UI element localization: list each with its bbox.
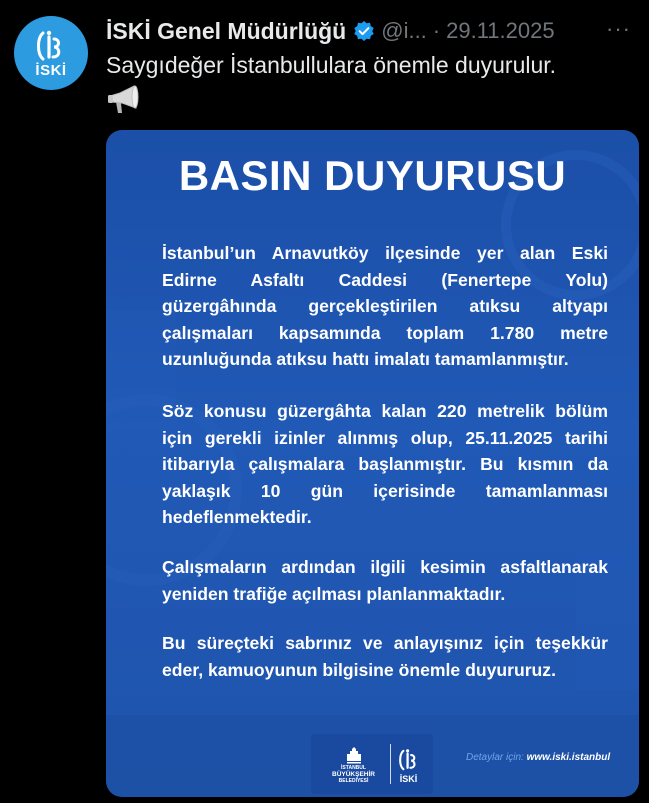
poster-paragraph-3: Çalışmaların ardından ilgili kesimin asfaltlanarak yeniden trafiğe açılması planlanmaktadır.: [162, 557, 608, 604]
logo-divider: [390, 744, 391, 784]
tweet-header: [106, 14, 639, 48]
details-url: www.iski.istanbul: [526, 752, 611, 763]
iski-logo-text: İSKİ: [399, 773, 418, 784]
account-name[interactable]: İSKİ Genel Müdürlüğü: [106, 17, 347, 44]
post-date[interactable]: 29.11.2025: [446, 18, 555, 43]
tweet-text: Saygıdeğer İstanbullulara önemle duyurulur.: [106, 52, 557, 78]
ibb-bottom-text: BELEDİYESİ: [338, 777, 369, 784]
ibb-emblem-icon: [344, 745, 364, 765]
details-label: Detaylar için:: [466, 752, 524, 763]
iski-logo-icon: [34, 29, 68, 63]
separator-dot: ·: [432, 18, 441, 43]
ibb-main-text: BÜYÜKŞEHİR: [332, 770, 375, 778]
poster-title: BASIN DUYURUSU: [178, 152, 567, 199]
iski-logo-icon: [397, 745, 421, 775]
account-handle[interactable]: @i...: [381, 18, 427, 43]
details-line: [466, 752, 610, 763]
ibb-top-text: İSTANBUL: [341, 764, 366, 771]
poster-paragraph-4: Bu süreçteki sabrınız ve anlayışınız için teşekkür eder, kamuoyunun bilgisine önemle duyururuz.: [162, 633, 608, 680]
poster-paragraph-1: İstanbul’un Arnavutköy ilçesinde yer alan Eski Edirne Asfaltı Caddesi (Fenertepe Yolu) güzergâhında gerçekleştirilen atıksu altyapı çalışmaları kapsamında toplam 1.780 metre uzunluğunda atıksu hattı imalatı tamamlanmıştır.: [162, 243, 608, 369]
megaphone-icon: [106, 84, 140, 116]
press-release-image[interactable]: [106, 130, 639, 797]
iski-logo: [397, 745, 421, 784]
avatar-label: İSKİ: [35, 61, 67, 79]
avatar[interactable]: [14, 16, 88, 90]
logo-block: [311, 734, 433, 794]
more-options-icon[interactable]: ···: [606, 16, 631, 41]
poster-paragraph-2: Söz konusu güzergâhta kalan 220 metrelik bölüm için gerekli izinler alınmış olup, 25.11.2025 tarihi itibarıyla çalışmalara başlanmıştır. Bu kısmın da yaklaşık 10 gün içerisinde tamamlanması hedeflenmektedir.: [162, 401, 608, 527]
verified-badge-icon: [353, 20, 375, 42]
ibb-logo: [324, 745, 384, 784]
